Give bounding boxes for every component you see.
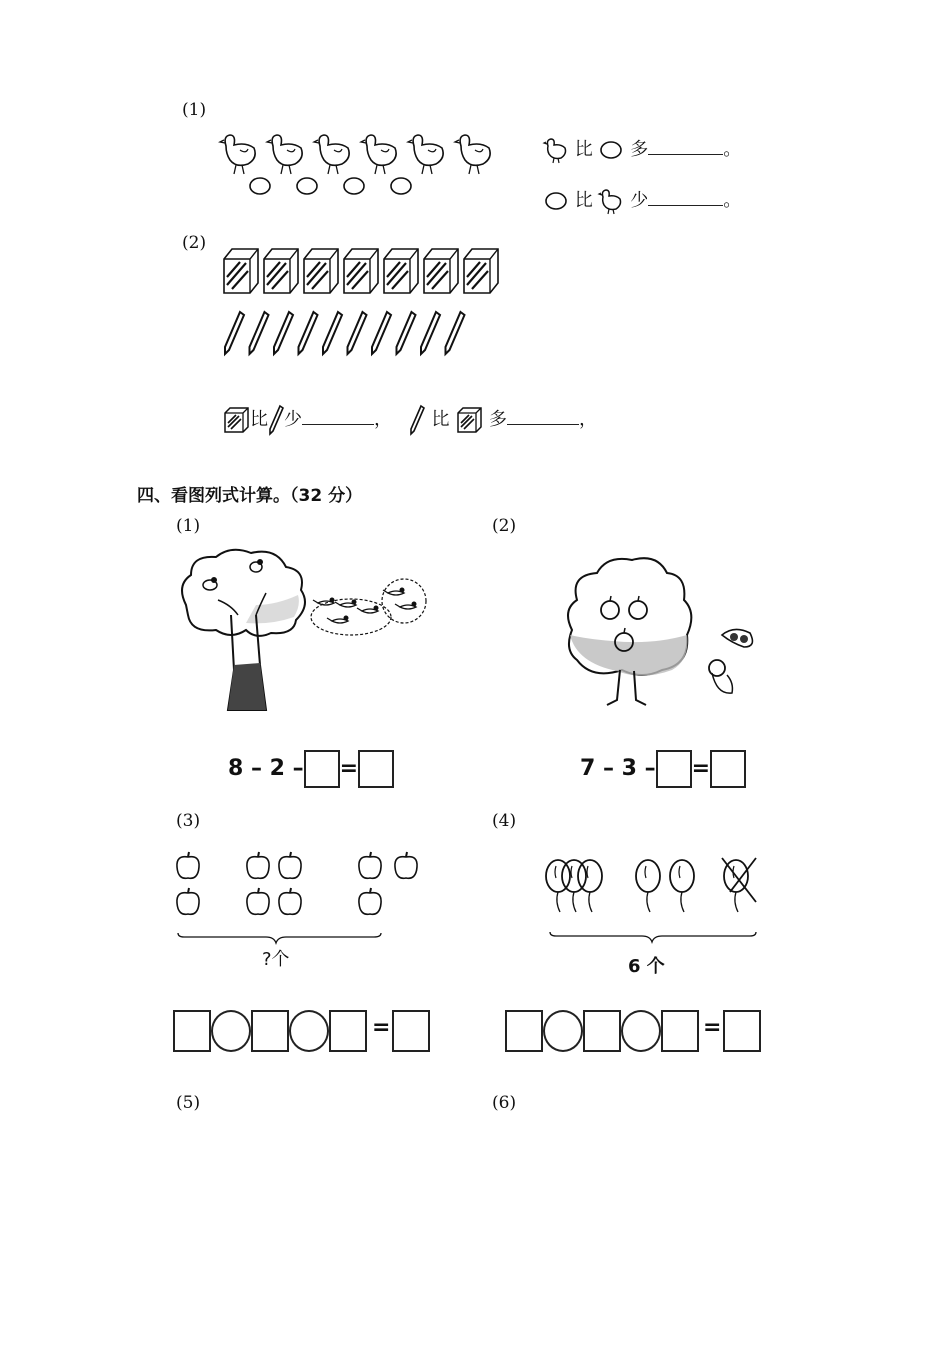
operator-circle[interactable] — [289, 1010, 329, 1052]
hen-icon — [220, 135, 255, 174]
compare-word: 比 — [574, 139, 593, 160]
eraser-icon — [222, 405, 250, 435]
number: 3 — [621, 756, 637, 781]
balloon-icon — [562, 860, 586, 912]
egg-icon — [344, 178, 364, 194]
minus-sign: – — [292, 756, 304, 781]
hen-icon — [408, 135, 443, 174]
hen-icon — [267, 135, 302, 174]
equals-sign: = — [703, 1015, 722, 1040]
apple-icon — [279, 852, 301, 878]
pencil-icon — [299, 312, 318, 354]
eraser-icon — [264, 249, 298, 293]
problem-5-label: (5) — [176, 1093, 201, 1113]
pencil-icon — [225, 312, 244, 354]
apple-icon — [279, 888, 301, 914]
period: 。 — [723, 190, 742, 211]
less-word: 少 — [284, 409, 302, 430]
problem-2-label: (2) — [492, 516, 517, 536]
balloon-icon — [670, 860, 694, 912]
balloon-icon — [636, 860, 660, 912]
comma: ， — [578, 409, 597, 430]
pencil-icon — [348, 312, 367, 354]
pencil-icon — [397, 312, 416, 354]
number: 8 — [228, 756, 244, 781]
pencil-icon — [323, 312, 342, 354]
eraser-icon — [464, 249, 498, 293]
answer-box[interactable] — [173, 1010, 211, 1052]
egg-icon — [297, 178, 317, 194]
balloon-groups — [530, 850, 770, 945]
eraser-row — [222, 245, 512, 297]
section4-heading: 四、看图列式计算。（32 分） — [137, 486, 363, 506]
number: 7 — [580, 756, 596, 781]
cross-out-mark — [722, 858, 756, 902]
equals-sign: = — [339, 756, 359, 781]
answer-box[interactable] — [656, 750, 692, 788]
apple-tree-illustration — [562, 555, 762, 713]
hen-egg-row — [218, 132, 498, 196]
pencil-icon — [268, 404, 284, 436]
hen-icon — [361, 135, 396, 174]
equation-1 — [228, 750, 394, 788]
compare-word: 比 — [574, 190, 593, 211]
tree-icon — [182, 550, 305, 710]
balloon-icon — [546, 860, 570, 912]
equation-2 — [580, 750, 746, 788]
equals-sign: = — [372, 1015, 391, 1040]
bird-icon — [327, 616, 349, 624]
egg-icon — [250, 178, 270, 194]
problem-6-label: (6) — [492, 1093, 517, 1113]
answer-blank[interactable] — [507, 406, 579, 425]
eraser-icon — [424, 249, 458, 293]
egg-icon — [543, 191, 569, 211]
compare-word: 比 — [431, 409, 450, 430]
hen-icon — [455, 135, 490, 174]
bird-icon — [313, 598, 335, 606]
apple-icon — [601, 596, 619, 619]
apple-icon — [247, 888, 269, 914]
pencil-icon — [446, 312, 465, 354]
operator-circle[interactable] — [211, 1010, 251, 1052]
hen-icon — [314, 135, 349, 174]
tree-with-birds-illustration — [176, 545, 436, 715]
pencil-icon — [372, 312, 391, 354]
equals-sign: = — [691, 756, 711, 781]
apple-icon — [359, 852, 381, 878]
pencil-icon — [421, 312, 440, 354]
bird-icon — [395, 602, 417, 610]
balloon-icon — [578, 860, 602, 912]
pencil-row — [222, 310, 482, 360]
answer-blank[interactable] — [648, 187, 723, 206]
part1-label: (1) — [182, 100, 207, 120]
apple-icon — [247, 852, 269, 878]
eraser-icon — [384, 249, 418, 293]
apple-icon — [395, 852, 417, 878]
minus-sign: – — [644, 756, 656, 781]
answer-box[interactable] — [710, 750, 746, 788]
eraser-icon — [344, 249, 378, 293]
compare-line-1 — [543, 135, 741, 164]
problem-3-label: (3) — [176, 811, 201, 831]
minus-sign: – — [250, 756, 262, 781]
bird-icon — [357, 606, 379, 614]
compare-line-3 — [222, 404, 597, 436]
egg-icon — [391, 178, 411, 194]
eraser-icon — [224, 249, 258, 293]
answer-box[interactable] — [304, 750, 340, 788]
number: 2 — [269, 756, 285, 781]
less-word: 少 — [630, 190, 649, 211]
apple-icon — [177, 852, 199, 878]
pencil-icon — [409, 404, 425, 436]
answer-box[interactable] — [723, 1010, 761, 1052]
brace — [550, 932, 756, 942]
apple-groups — [170, 845, 430, 945]
tree-icon — [568, 558, 691, 705]
brace — [178, 933, 381, 943]
pencil-icon — [274, 312, 293, 354]
pencil-icon — [250, 312, 269, 354]
answer-box[interactable] — [251, 1010, 289, 1052]
bird-icon — [250, 559, 263, 572]
problem-1-label: (1) — [176, 516, 201, 536]
part2-label: (2) — [182, 233, 207, 253]
answer-blank[interactable] — [648, 136, 723, 155]
bird-icon — [335, 600, 357, 608]
eraser-icon — [304, 249, 338, 293]
eraser-icon — [455, 405, 483, 435]
answer-box[interactable] — [583, 1010, 621, 1052]
answer-blank[interactable] — [302, 406, 374, 425]
more-word: 多 — [488, 409, 507, 430]
answer-box[interactable] — [505, 1010, 543, 1052]
compare-word: 比 — [250, 409, 268, 430]
problem-4-label: (4) — [492, 811, 517, 831]
apple-icon — [177, 888, 199, 914]
comma: ， — [374, 409, 392, 430]
period: 。 — [723, 139, 742, 160]
operator-circle[interactable] — [621, 1010, 661, 1052]
answer-box[interactable] — [392, 1010, 430, 1052]
more-word: 多 — [630, 139, 649, 160]
compare-line-2 — [543, 186, 741, 215]
hen-icon — [598, 187, 624, 215]
minus-sign: – — [602, 756, 614, 781]
egg-icon — [598, 140, 624, 160]
answer-box[interactable] — [329, 1010, 367, 1052]
hen-icon — [543, 136, 569, 164]
bird-icon — [203, 577, 217, 590]
operator-circle[interactable] — [543, 1010, 583, 1052]
answer-box[interactable] — [358, 750, 394, 788]
apple-icon — [629, 596, 647, 619]
total-label-3: ?个 — [262, 949, 290, 970]
total-label-4: 6 个 — [628, 956, 665, 977]
answer-box[interactable] — [661, 1010, 699, 1052]
apple-icon — [359, 888, 381, 914]
